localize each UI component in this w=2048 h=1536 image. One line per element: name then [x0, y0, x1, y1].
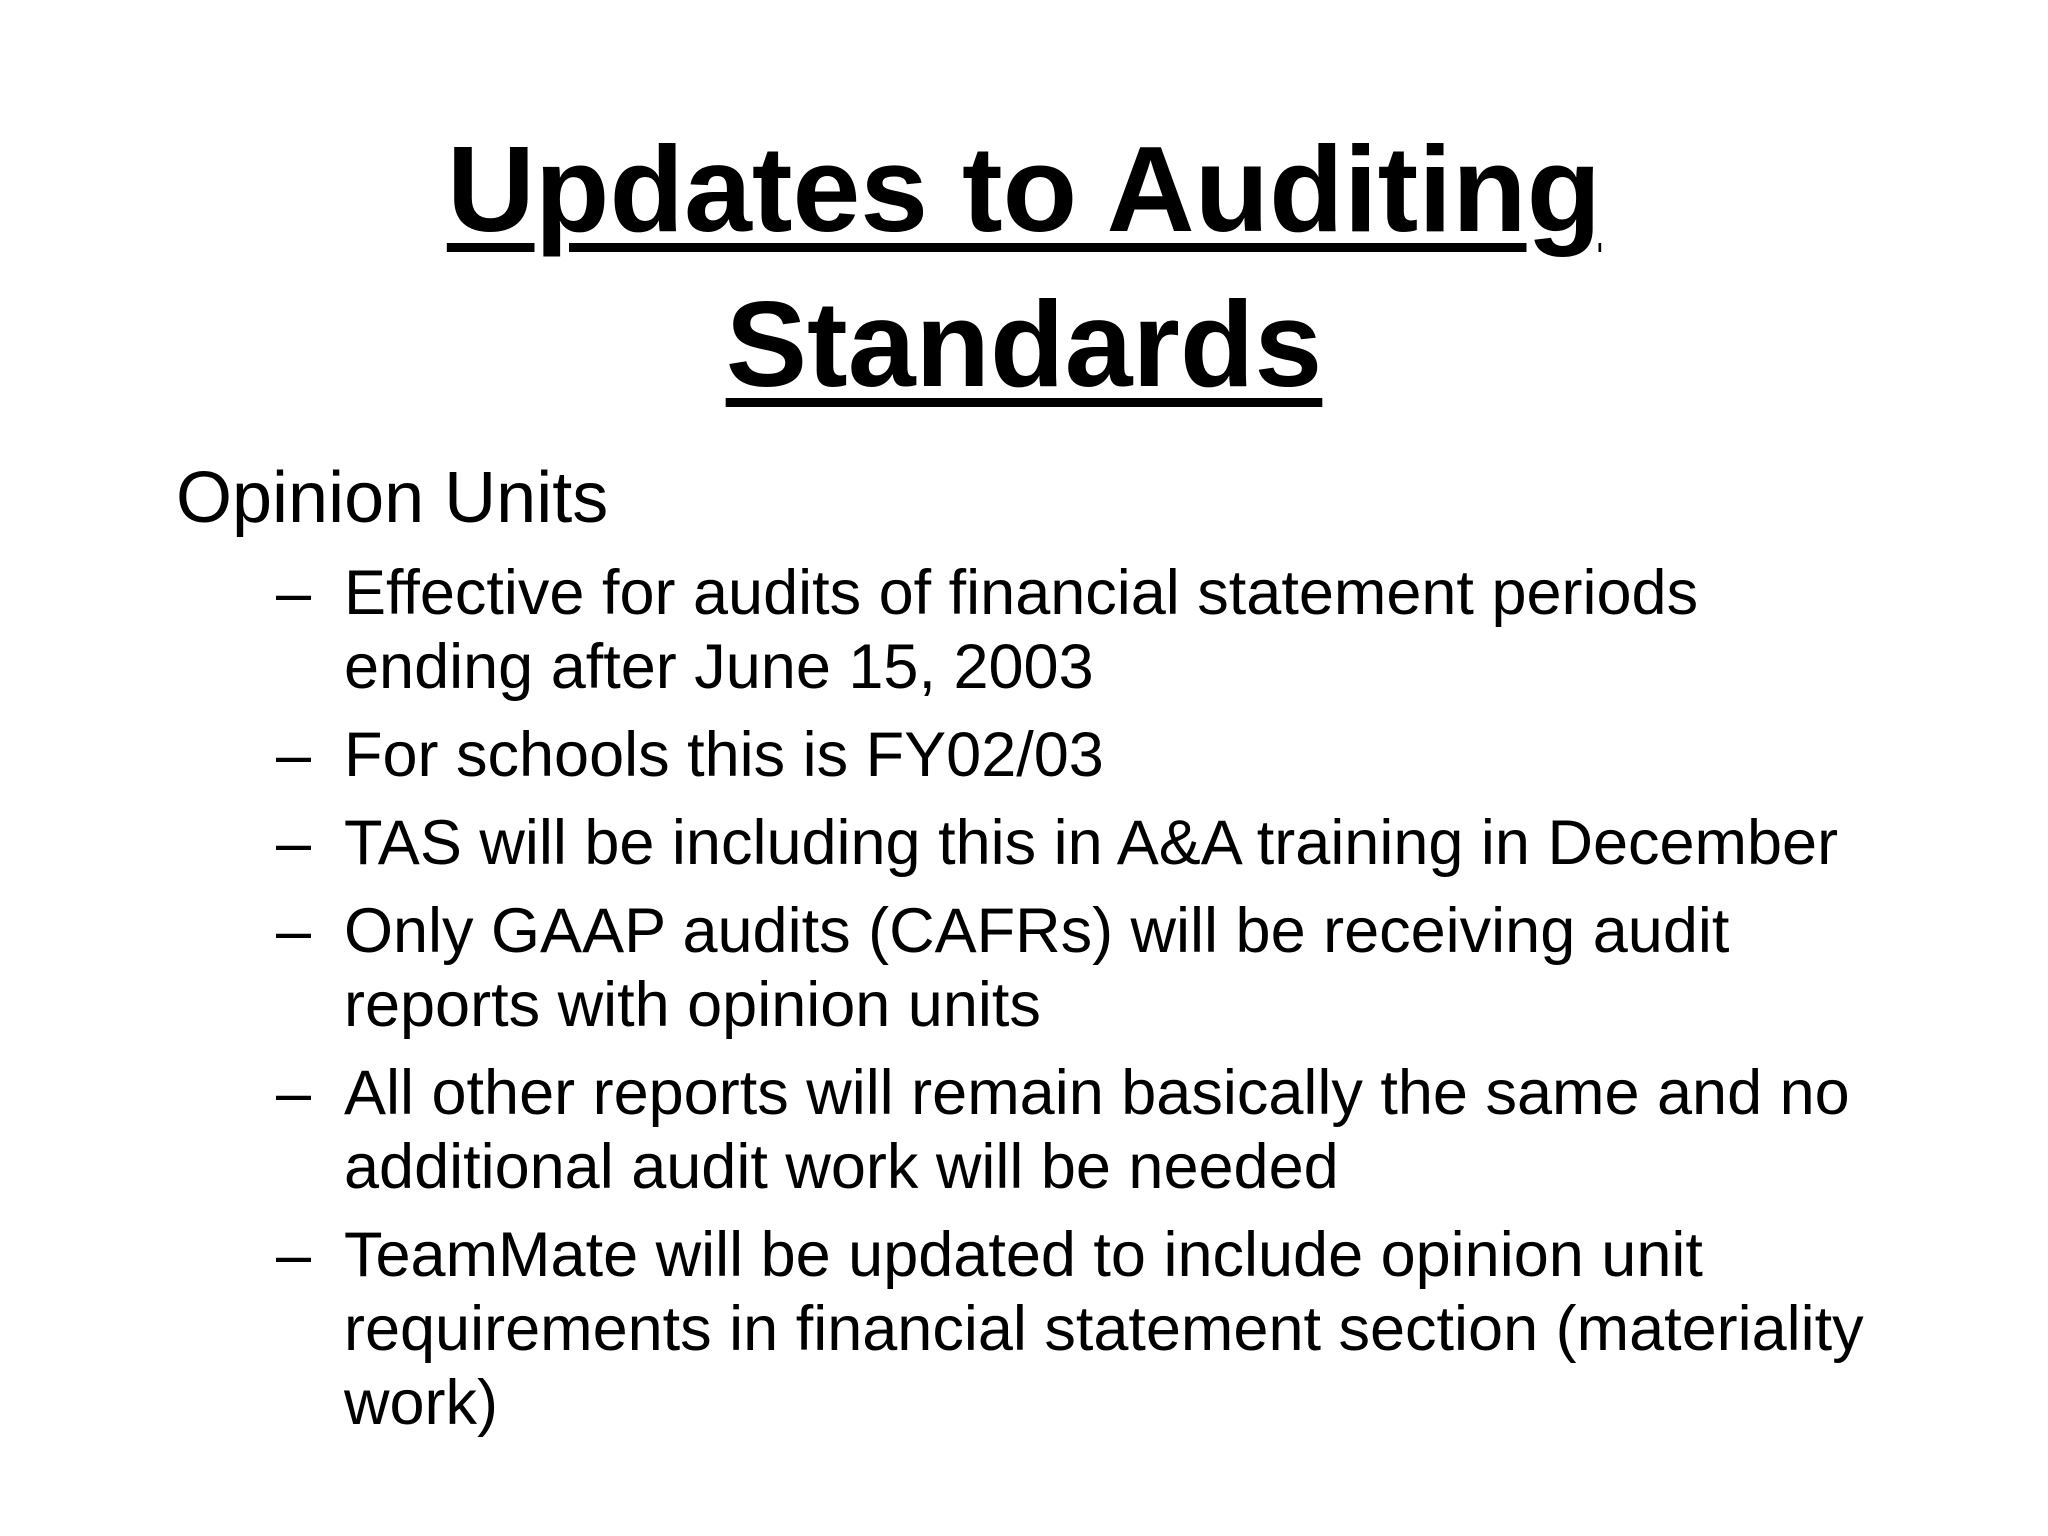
bullet-item	[276, 1218, 1896, 1440]
bullet-text: TeamMate will be updated to include opinion unit requirements in financial statement section (materiality work)	[344, 1220, 1864, 1438]
bullet-text: For schools this is FY02/03	[344, 720, 1104, 790]
dash-bullet-icon: –	[276, 1220, 312, 1290]
dash-bullet-icon: –	[276, 720, 312, 790]
slide-title-line-1: Updates to Auditing	[446, 121, 1602, 257]
section-heading: Opinion Units	[176, 458, 609, 538]
bullet-item	[276, 1056, 1896, 1204]
dash-bullet-icon: –	[276, 808, 312, 878]
bullet-item	[276, 806, 1896, 880]
dash-bullet-icon: –	[276, 558, 312, 628]
dash-bullet-icon: –	[276, 1058, 312, 1128]
dash-bullet-icon: –	[276, 896, 312, 966]
bullet-text: Effective for audits of financial statement periods ending after June 15, 2003	[344, 558, 1699, 702]
slide-title	[0, 112, 2048, 422]
bullet-item	[276, 718, 1896, 792]
bullet-list	[276, 556, 1896, 1454]
bullet-text: TAS will be including this in A&A training in December	[344, 808, 1839, 878]
bullet-text: All other reports will remain basically the same and no additional audit work will be needed	[344, 1058, 1850, 1202]
slide-title-line-2: Standards	[725, 276, 1323, 412]
bullet-item	[276, 556, 1896, 704]
bullet-item	[276, 894, 1896, 1042]
bullet-text: Only GAAP audits (CAFRs) will be receiving audit reports with opinion units	[344, 896, 1730, 1040]
